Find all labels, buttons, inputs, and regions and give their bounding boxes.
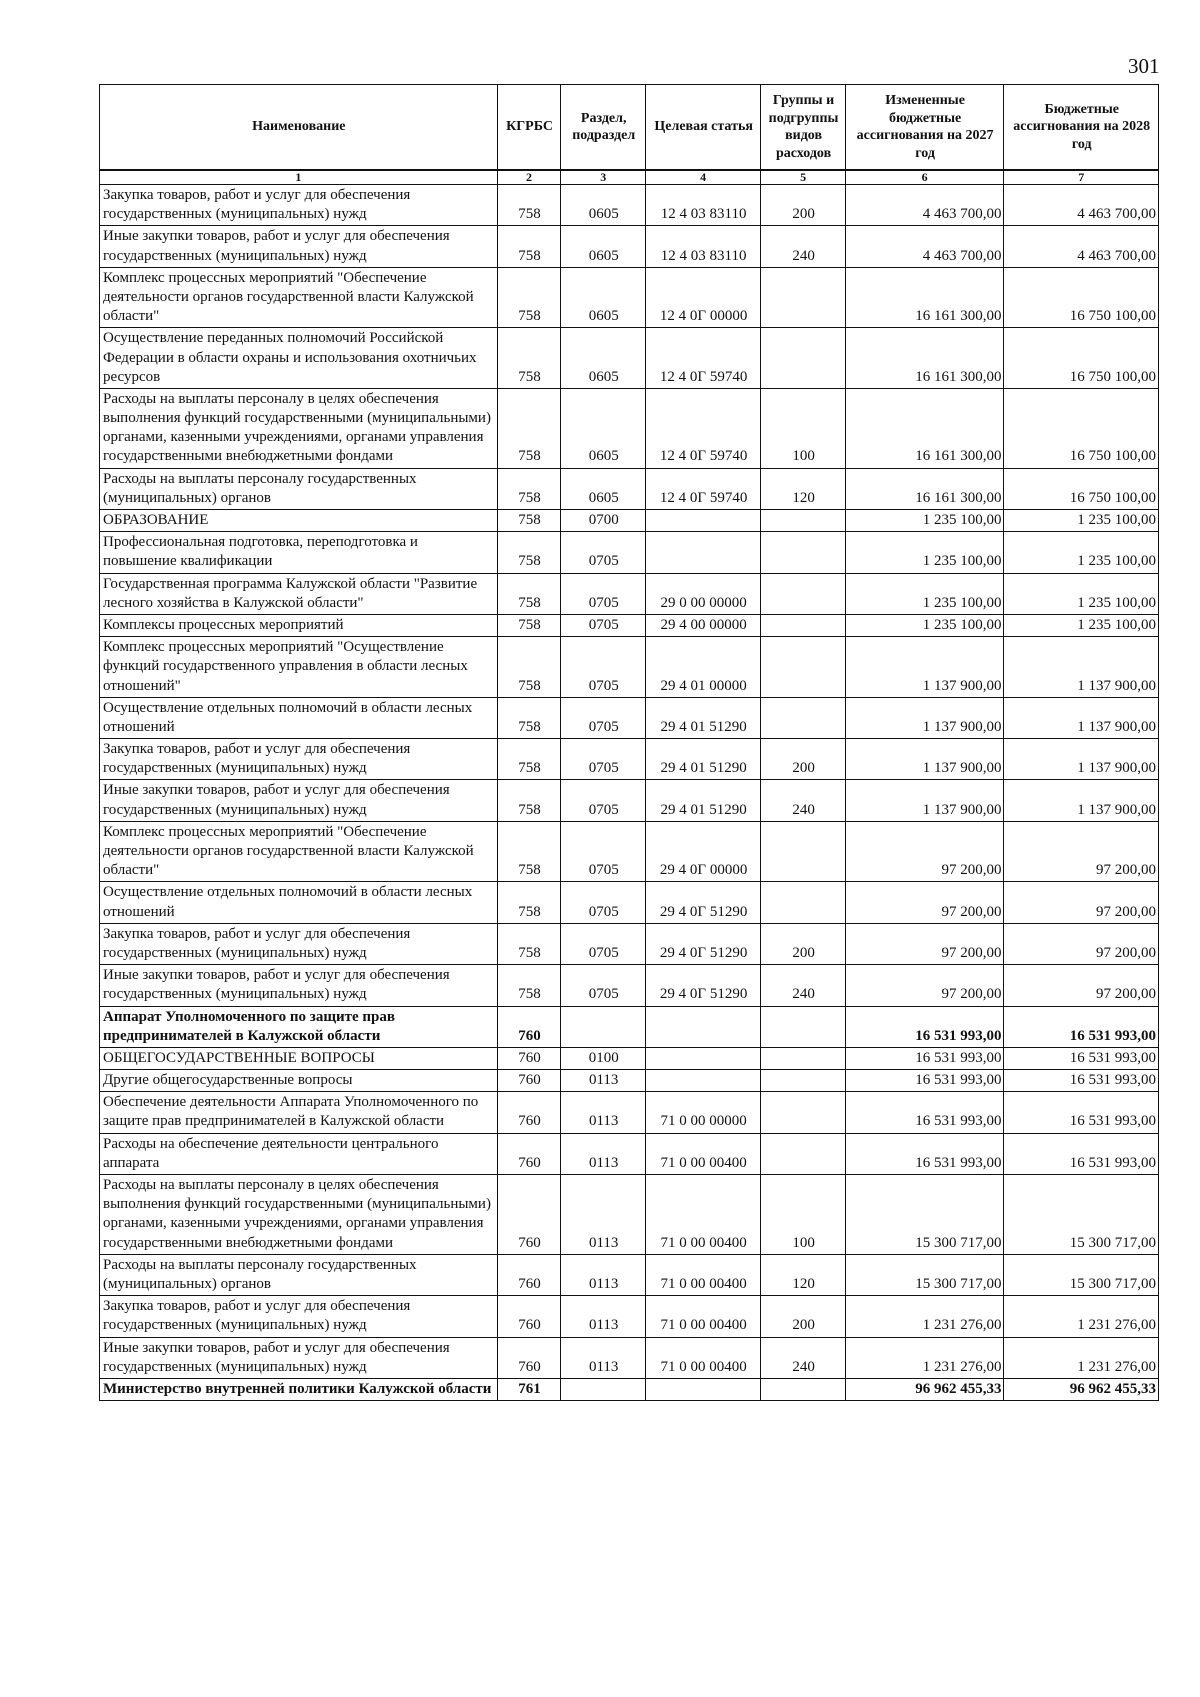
cell-article: 12 4 0Г 59740 [645,388,760,468]
cell-kgrbs: 760 [497,1175,561,1255]
cell-name: Комплекс процессных мероприятий "Осуществление функций государственного управления в области лесных отношений" [100,637,498,698]
cell-kgrbs: 760 [497,1070,561,1092]
cell-amount-2028: 1 137 900,00 [1004,697,1159,738]
cell-amount-2027: 97 200,00 [845,882,1004,923]
col-number: 7 [1004,170,1159,185]
cell-name: Комплекс процессных мероприятий "Обеспечение деятельности органов государственной власти Калужской области" [100,267,498,328]
cell-section [561,1378,645,1400]
table-row [100,1175,1159,1255]
cell-section: 0113 [561,1337,645,1378]
cell-group: 240 [761,226,845,267]
cell-article: 29 0 00 00000 [645,573,760,614]
cell-name: Комплекс процессных мероприятий "Обеспечение деятельности органов государственной власти Калужской области" [100,821,498,882]
cell-group: 120 [761,468,845,509]
table-row [100,388,1159,468]
cell-amount-2028: 97 200,00 [1004,965,1159,1006]
cell-amount-2028: 15 300 717,00 [1004,1175,1159,1255]
cell-group [761,1070,845,1092]
table-row [100,1133,1159,1174]
col-header-section: Раздел, подраздел [561,85,645,171]
cell-name: Аппарат Уполномоченного по защите прав предпринимателей в Калужской области [100,1006,498,1047]
cell-group [761,882,845,923]
cell-article: 12 4 0Г 59740 [645,328,760,389]
cell-kgrbs: 760 [497,1047,561,1069]
col-header-name: Наименование [100,85,498,171]
cell-name: Осуществление отдельных полномочий в области лесных отношений [100,697,498,738]
cell-article: 71 0 00 00400 [645,1133,760,1174]
col-number: 3 [561,170,645,185]
cell-name: Закупка товаров, работ и услуг для обеспечения государственных (муниципальных) нужд [100,923,498,964]
cell-article: 29 4 01 51290 [645,780,760,821]
cell-article [645,510,760,532]
cell-group [761,614,845,636]
cell-amount-2027: 1 235 100,00 [845,532,1004,573]
table-row [100,1378,1159,1400]
cell-name: Закупка товаров, работ и услуг для обеспечения государственных (муниципальных) нужд [100,185,498,226]
cell-kgrbs: 758 [497,267,561,328]
cell-group [761,328,845,389]
cell-amount-2027: 16 161 300,00 [845,468,1004,509]
cell-amount-2027: 16 531 993,00 [845,1070,1004,1092]
cell-article: 29 4 0Г 51290 [645,923,760,964]
cell-amount-2028: 16 750 100,00 [1004,468,1159,509]
cell-article: 12 4 0Г 59740 [645,468,760,509]
cell-kgrbs: 758 [497,573,561,614]
cell-name: Иные закупки товаров, работ и услуг для обеспечения государственных (муниципальных) нужд [100,226,498,267]
cell-section: 0605 [561,388,645,468]
table-row [100,1070,1159,1092]
cell-group: 100 [761,388,845,468]
cell-name: Осуществление переданных полномочий Российской Федерации в области охраны и использования охотничьих ресурсов [100,328,498,389]
table-row [100,1092,1159,1133]
cell-group [761,267,845,328]
cell-article: 29 4 01 51290 [645,697,760,738]
col-number: 1 [100,170,498,185]
cell-article: 71 0 00 00400 [645,1175,760,1255]
cell-name: Расходы на выплаты персоналу в целях обеспечения выполнения функций государственными (муниципальными) органами, казенными учреждениями, органами управления государственными внебюджетными фондами [100,388,498,468]
cell-group: 120 [761,1254,845,1295]
cell-group [761,1133,845,1174]
table-row [100,637,1159,698]
cell-group [761,1047,845,1069]
col-number: 2 [497,170,561,185]
cell-kgrbs: 758 [497,226,561,267]
table-row [100,226,1159,267]
cell-kgrbs: 758 [497,637,561,698]
cell-name: Обеспечение деятельности Аппарата Уполномоченного по защите прав предпринимателей в Калужской области [100,1092,498,1133]
cell-group: 240 [761,965,845,1006]
cell-name: Комплексы процессных мероприятий [100,614,498,636]
cell-section: 0700 [561,510,645,532]
cell-article: 71 0 00 00400 [645,1254,760,1295]
cell-article [645,1378,760,1400]
cell-kgrbs: 760 [497,1254,561,1295]
cell-amount-2027: 1 137 900,00 [845,637,1004,698]
cell-article: 29 4 00 00000 [645,614,760,636]
cell-amount-2027: 16 531 993,00 [845,1006,1004,1047]
cell-amount-2028: 1 137 900,00 [1004,780,1159,821]
table-row [100,573,1159,614]
cell-amount-2028: 1 137 900,00 [1004,739,1159,780]
cell-article: 12 4 0Г 00000 [645,267,760,328]
table-row [100,185,1159,226]
cell-article: 12 4 03 83110 [645,226,760,267]
page-number: 301 [1128,54,1160,78]
cell-group: 100 [761,1175,845,1255]
cell-name: Министерство внутренней политики Калужской области [100,1378,498,1400]
col-header-kgrbs: КГРБС [497,85,561,171]
table-row [100,614,1159,636]
cell-amount-2027: 15 300 717,00 [845,1175,1004,1255]
table-row [100,1006,1159,1047]
table-row [100,739,1159,780]
cell-section: 0705 [561,614,645,636]
table-row [100,965,1159,1006]
cell-name: Закупка товаров, работ и услуг для обеспечения государственных (муниципальных) нужд [100,739,498,780]
cell-name: Иные закупки товаров, работ и услуг для обеспечения государственных (муниципальных) нужд [100,965,498,1006]
column-number-row [100,170,1159,185]
cell-name: Профессиональная подготовка, переподготовка и повышение квалификации [100,532,498,573]
cell-amount-2028: 1 231 276,00 [1004,1296,1159,1337]
cell-section: 0113 [561,1092,645,1133]
cell-name: Государственная программа Калужской области "Развитие лесного хозяйства в Калужской области" [100,573,498,614]
cell-article: 71 0 00 00400 [645,1337,760,1378]
cell-kgrbs: 758 [497,739,561,780]
cell-section [561,1006,645,1047]
cell-group: 200 [761,923,845,964]
cell-name: Расходы на выплаты персоналу в целях обеспечения выполнения функций государственными (муниципальными) органами, казенными учреждениями, органами управления государственными внебюджетными фондами [100,1175,498,1255]
table-row [100,510,1159,532]
cell-amount-2028: 4 463 700,00 [1004,226,1159,267]
cell-amount-2028: 16 750 100,00 [1004,267,1159,328]
cell-amount-2028: 16 531 993,00 [1004,1092,1159,1133]
cell-amount-2027: 1 231 276,00 [845,1337,1004,1378]
cell-kgrbs: 758 [497,328,561,389]
cell-article: 71 0 00 00400 [645,1296,760,1337]
cell-amount-2027: 96 962 455,33 [845,1378,1004,1400]
cell-group: 240 [761,1337,845,1378]
table-row [100,1296,1159,1337]
cell-name: Осуществление отдельных полномочий в области лесных отношений [100,882,498,923]
cell-article [645,1006,760,1047]
cell-article: 29 4 01 00000 [645,637,760,698]
cell-name: Иные закупки товаров, работ и услуг для обеспечения государственных (муниципальных) нужд [100,1337,498,1378]
cell-kgrbs: 761 [497,1378,561,1400]
cell-kgrbs: 760 [497,1092,561,1133]
cell-amount-2027: 16 161 300,00 [845,267,1004,328]
cell-amount-2028: 1 235 100,00 [1004,532,1159,573]
cell-section: 0705 [561,637,645,698]
cell-section: 0705 [561,697,645,738]
cell-group [761,697,845,738]
cell-kgrbs: 758 [497,821,561,882]
cell-group [761,1006,845,1047]
cell-section: 0605 [561,226,645,267]
cell-amount-2027: 1 231 276,00 [845,1296,1004,1337]
cell-amount-2027: 16 531 993,00 [845,1092,1004,1133]
cell-amount-2027: 16 161 300,00 [845,328,1004,389]
cell-section: 0605 [561,267,645,328]
cell-amount-2027: 15 300 717,00 [845,1254,1004,1295]
cell-amount-2027: 4 463 700,00 [845,185,1004,226]
cell-article: 71 0 00 00000 [645,1092,760,1133]
cell-kgrbs: 758 [497,697,561,738]
cell-article: 29 4 0Г 00000 [645,821,760,882]
cell-group [761,573,845,614]
cell-section: 0705 [561,965,645,1006]
table-row [100,923,1159,964]
table-row [100,780,1159,821]
cell-amount-2028: 16 531 993,00 [1004,1133,1159,1174]
cell-name: Расходы на обеспечение деятельности центрального аппарата [100,1133,498,1174]
table-row [100,468,1159,509]
cell-group [761,510,845,532]
cell-kgrbs: 760 [497,1006,561,1047]
table-row [100,1047,1159,1069]
cell-amount-2028: 97 200,00 [1004,923,1159,964]
cell-section: 0113 [561,1070,645,1092]
cell-kgrbs: 758 [497,780,561,821]
cell-amount-2028: 1 235 100,00 [1004,614,1159,636]
cell-section: 0705 [561,821,645,882]
cell-amount-2027: 97 200,00 [845,821,1004,882]
table-body [100,185,1159,1401]
cell-kgrbs: 760 [497,1337,561,1378]
cell-section: 0705 [561,532,645,573]
cell-amount-2028: 1 235 100,00 [1004,573,1159,614]
cell-kgrbs: 758 [497,923,561,964]
col-number: 5 [761,170,845,185]
cell-amount-2027: 1 137 900,00 [845,697,1004,738]
cell-amount-2027: 1 235 100,00 [845,614,1004,636]
cell-name: ОБРАЗОВАНИЕ [100,510,498,532]
cell-name: Расходы на выплаты персоналу государственных (муниципальных) органов [100,468,498,509]
cell-name: Иные закупки товаров, работ и услуг для обеспечения государственных (муниципальных) нужд [100,780,498,821]
cell-amount-2028: 1 231 276,00 [1004,1337,1159,1378]
cell-amount-2028: 16 750 100,00 [1004,388,1159,468]
cell-kgrbs: 760 [497,1133,561,1174]
cell-amount-2027: 16 531 993,00 [845,1133,1004,1174]
cell-section: 0605 [561,468,645,509]
cell-amount-2028: 15 300 717,00 [1004,1254,1159,1295]
cell-group [761,637,845,698]
table-row [100,328,1159,389]
cell-name: Другие общегосударственные вопросы [100,1070,498,1092]
cell-amount-2028: 97 200,00 [1004,882,1159,923]
cell-kgrbs: 758 [497,614,561,636]
cell-kgrbs: 760 [497,1296,561,1337]
cell-section: 0705 [561,573,645,614]
cell-article: 29 4 0Г 51290 [645,882,760,923]
cell-amount-2027: 1 137 900,00 [845,780,1004,821]
cell-group: 200 [761,1296,845,1337]
cell-section: 0113 [561,1296,645,1337]
cell-section: 0605 [561,185,645,226]
cell-section: 0705 [561,882,645,923]
cell-kgrbs: 758 [497,510,561,532]
table-row [100,821,1159,882]
cell-name: Закупка товаров, работ и услуг для обеспечения государственных (муниципальных) нужд [100,1296,498,1337]
cell-amount-2028: 1 235 100,00 [1004,510,1159,532]
cell-amount-2027: 1 235 100,00 [845,510,1004,532]
cell-kgrbs: 758 [497,388,561,468]
cell-amount-2027: 4 463 700,00 [845,226,1004,267]
cell-amount-2027: 16 531 993,00 [845,1047,1004,1069]
cell-section: 0113 [561,1133,645,1174]
cell-amount-2027: 1 235 100,00 [845,573,1004,614]
cell-kgrbs: 758 [497,468,561,509]
table-row [100,267,1159,328]
cell-amount-2028: 16 531 993,00 [1004,1047,1159,1069]
cell-article [645,532,760,573]
cell-amount-2028: 4 463 700,00 [1004,185,1159,226]
cell-section: 0113 [561,1175,645,1255]
cell-name: ОБЩЕГОСУДАРСТВЕННЫЕ ВОПРОСЫ [100,1047,498,1069]
cell-amount-2028: 1 137 900,00 [1004,637,1159,698]
table-row [100,1254,1159,1295]
table-row [100,882,1159,923]
table-row [100,697,1159,738]
cell-kgrbs: 758 [497,965,561,1006]
cell-article: 12 4 03 83110 [645,185,760,226]
cell-article: 29 4 0Г 51290 [645,965,760,1006]
cell-group [761,821,845,882]
col-header-article: Целевая статья [645,85,760,171]
cell-article [645,1047,760,1069]
cell-section: 0605 [561,328,645,389]
cell-amount-2027: 97 200,00 [845,923,1004,964]
cell-group [761,1092,845,1133]
cell-kgrbs: 758 [497,532,561,573]
cell-amount-2028: 97 200,00 [1004,821,1159,882]
cell-section: 0113 [561,1254,645,1295]
cell-group [761,532,845,573]
cell-article: 29 4 01 51290 [645,739,760,780]
cell-kgrbs: 758 [497,882,561,923]
cell-amount-2027: 97 200,00 [845,965,1004,1006]
cell-section: 0100 [561,1047,645,1069]
col-number: 4 [645,170,760,185]
cell-section: 0705 [561,923,645,964]
col-header-2027: Измененные бюджетные ассигнования на 2027 год [845,85,1004,171]
cell-amount-2028: 16 750 100,00 [1004,328,1159,389]
col-number: 6 [845,170,1004,185]
budget-table [99,84,1159,1401]
cell-amount-2028: 96 962 455,33 [1004,1378,1159,1400]
cell-kgrbs: 758 [497,185,561,226]
table-row [100,532,1159,573]
cell-amount-2027: 1 137 900,00 [845,739,1004,780]
col-header-group: Группы и подгруппы видов расходов [761,85,845,171]
cell-group: 200 [761,739,845,780]
cell-name: Расходы на выплаты персоналу государственных (муниципальных) органов [100,1254,498,1295]
cell-amount-2028: 16 531 993,00 [1004,1006,1159,1047]
cell-article [645,1070,760,1092]
cell-section: 0705 [561,739,645,780]
cell-group [761,1378,845,1400]
col-header-2028: Бюджетные ассигнования на 2028 год [1004,85,1159,171]
header-row [100,85,1159,171]
table-row [100,1337,1159,1378]
cell-section: 0705 [561,780,645,821]
cell-amount-2028: 16 531 993,00 [1004,1070,1159,1092]
cell-group: 240 [761,780,845,821]
cell-group: 200 [761,185,845,226]
cell-amount-2027: 16 161 300,00 [845,388,1004,468]
